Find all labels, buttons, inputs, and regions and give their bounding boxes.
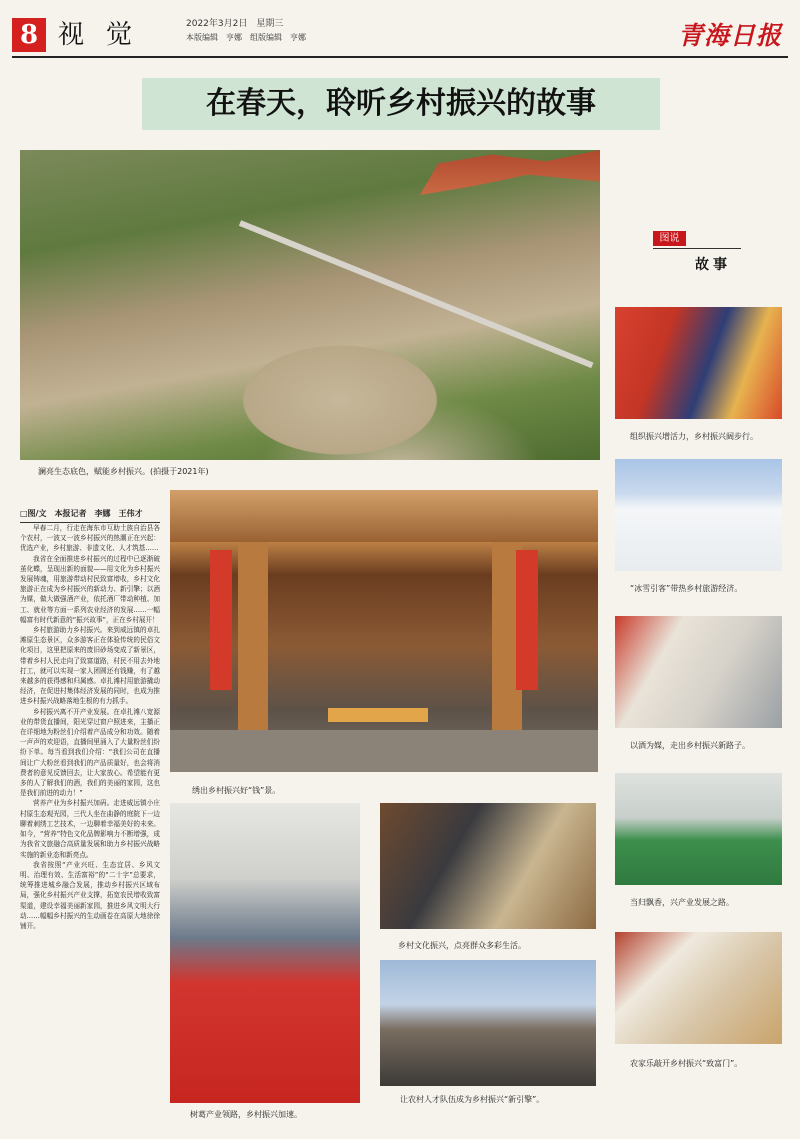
- snow-tourism-photo: [615, 459, 782, 571]
- warehouse-goji-photo: [170, 803, 360, 1103]
- editor-credits: 本版编辑 亨娜 组版编辑 亨娜: [186, 33, 306, 42]
- low-table-shape: [328, 708, 428, 722]
- village-talent-photo: [380, 960, 596, 1086]
- pillar-left-shape: [238, 542, 268, 732]
- music-caption: 乡村文化振兴，点亮群众多彩生活。: [398, 941, 526, 950]
- section-title: 视觉: [58, 20, 155, 50]
- red-cliff-shape: [420, 150, 600, 195]
- organization-photo: [615, 307, 782, 419]
- tu5-caption: 农家乐敲开乡村振兴“致富门”。: [630, 1059, 743, 1068]
- tu4-caption: 当归飘香，兴产业发展之路。: [630, 898, 734, 907]
- article-byline: □图/文 本报记者 李娜 王伟才: [20, 508, 160, 523]
- article-paragraph: 我省在全面推进乡村振兴的过程中已逐渐破茧化蝶，呈现出新的面貌——用文化为乡村振兴发展铸魂，用旅游带动村民致富增收，乡村文化旅游正在成为乡村振兴的新动力、新引擎；以酒为媒，做大做强酒产业，依托酒厂带动种植、加工、就业等方面一系列农业经济的发展……一幅幅富有时代新意的“振兴故事”，正在乡村展开！: [20, 554, 160, 624]
- folk-music-photo: [380, 803, 596, 929]
- ground-shape: [170, 730, 598, 772]
- ware-caption: 树葛产业领路，乡村振兴加速。: [190, 1110, 302, 1119]
- article-body: [20, 523, 160, 931]
- article-paragraph: 营养产业为乡村振兴加码。走进威远镇小庄村原生态观光园，三代人坐在曲静的庭院下一边聊着刺绣工艺技术，一边聊着幸福美好的未来。如今，“营养”特色文化品牌影响力不断增强，成为我省文旅融合高质量发展和助力乡村振兴战略实施的新业态和新亮点。: [20, 799, 160, 859]
- aerial-caption: 澜亮生态底色，赋能乡村振兴。(拍摄于2021年): [38, 467, 209, 476]
- aerial-village-photo: [20, 150, 600, 460]
- tu2-caption: “冰雪引客”带热乡村旅游经济。: [630, 584, 743, 593]
- highway-shape: [239, 220, 594, 368]
- outdoor-caption: 让农村人才队伍成为乡村振兴“新引擎”。: [400, 1095, 545, 1104]
- tushuo-rule: [653, 248, 741, 249]
- farmhouse-inn-photo: [615, 932, 782, 1044]
- article-paragraph: 乡村旅游助力乡村振兴。来到威远镇的卓扎滩原生态景区，众多游客正在体验传统的民俗文化项目，这里把原来的废旧砂场变成了新景区，带着乡村人民走向了致富道路，村民不用去外地打工，就可以实现一家人团圆还有钱赚，有了越来越多的获得感和归属感。卓扎滩村用旅游撬动经济，在促进村集体经济发展的同时，也成为推进乡村振兴战略落地生根的有力抓手。: [20, 626, 160, 706]
- header-rule: [12, 56, 788, 58]
- house-caption: 绣出乡村振兴好“钱”景。: [192, 786, 281, 795]
- tushuo-badge: 图说: [653, 231, 686, 246]
- embroidery-courtyard-photo: [170, 490, 598, 772]
- angelica-factory-photo: [615, 773, 782, 885]
- article-paragraph: 早春二月，行走在海东市互助土族自治县各个农村，一波又一波乡村振兴的热潮正在兴起：优选产业，乡村旅游、非遗文化、人才筑基……: [20, 524, 160, 553]
- page-headline: 在春天，聆听乡村振兴的故事: [206, 86, 596, 121]
- tu1-caption: 组织振兴增活力，乡村振兴阔步行。: [630, 432, 758, 441]
- article-paragraph: 乡村振兴离不开产业发展。在卓扎滩八宽源业的带货直播间，阳光穿过窗户照进来，主播正在详细地为粉丝们介绍着产品成分和功效。随着一声声的欢迎语，直播间里涌入了大量粉丝们纷纷下单。每当看到我们介绍：“我们公司在直播间让广大粉丝看到我们的产品质量好，也会将消费者的意见反馈回去，让大家放心。希望能有更多的人了解我们的酒，我们的美丽的家园，这也是我们前进的动力！”: [20, 707, 160, 798]
- red-couplet-right-shape: [516, 550, 538, 690]
- liquor-workshop-photo: [615, 616, 782, 728]
- tu3-caption: 以酒为媒，走出乡村振兴新路子。: [630, 741, 750, 750]
- newspaper-logo: 青海日报: [677, 21, 782, 50]
- article-paragraph: 我省按照“产业兴旺、生态宜居、乡风文明、治理有效、生活富裕”的“二十字”总要求，统筹推进城乡融合发展，推动乡村振兴区域布局，强化乡村振兴产业支撑，拓宽农民增收致富渠道，建设幸福美丽新家园，推进乡风文明大行动……幅幅乡村振兴的生动画卷在高原大地徐徐铺开。: [20, 860, 160, 930]
- tushuo-label: 故事: [695, 257, 731, 273]
- red-couplet-left-shape: [210, 550, 232, 690]
- issue-date: 2022年3月2日 星期三: [186, 19, 284, 29]
- page-number: 8: [12, 18, 46, 52]
- carved-beam-shape: [170, 490, 598, 542]
